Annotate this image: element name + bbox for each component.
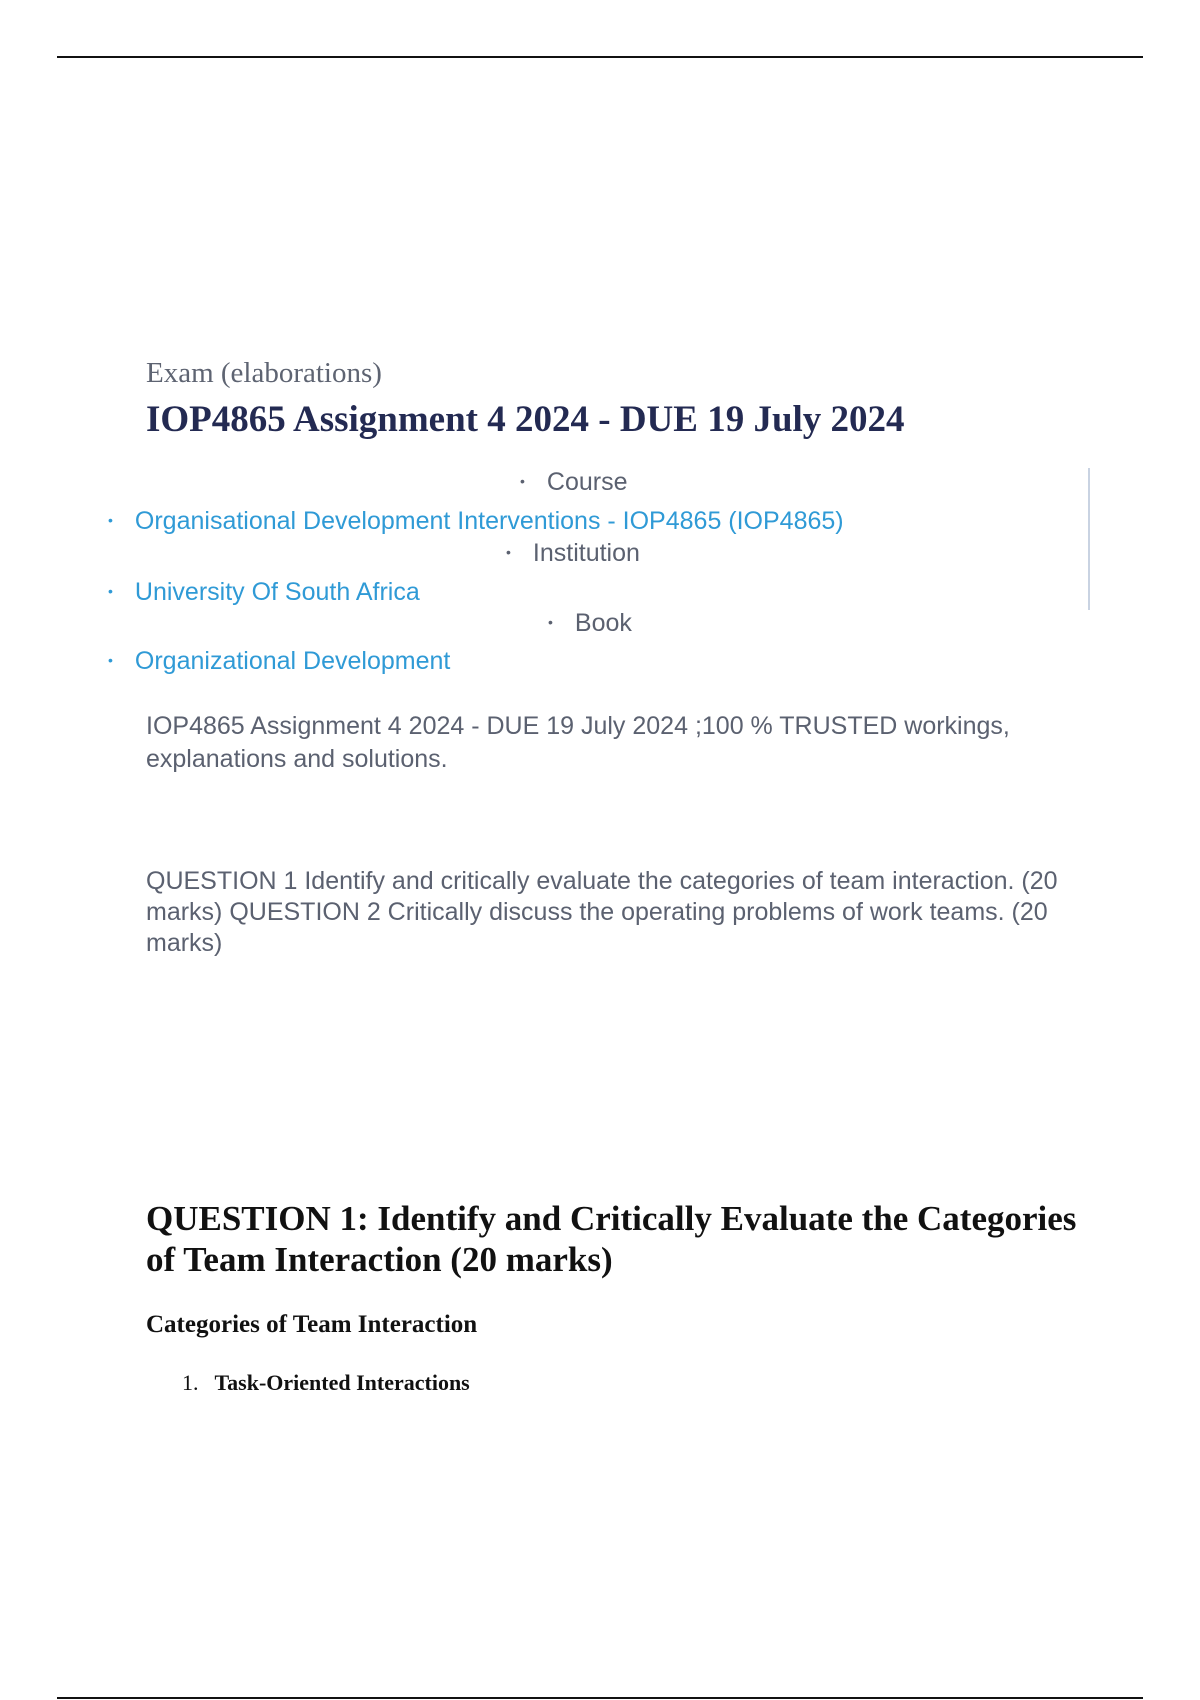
document-type: Exam (elaborations): [146, 357, 382, 389]
institution-link-text[interactable]: University Of South Africa: [134, 578, 420, 606]
list-item-text: Task-Oriented Interactions: [214, 1370, 470, 1395]
bullet-icon: •: [108, 512, 113, 528]
institution-link[interactable]: [108, 578, 420, 607]
document-title: IOP4865 Assignment 4 2024 - DUE 19 July 2024: [146, 399, 905, 440]
list-item: [182, 1370, 470, 1396]
question-1-heading: QUESTION 1: Identify and Critically Evaluate the Categories of Team Interaction (20 marks): [146, 1199, 1077, 1279]
document-summary: IOP4865 Assignment 4 2024 - DUE 19 July 2024 ;100 % TRUSTED workings, explanations and solutions.: [146, 712, 1010, 773]
bottom-rule: [57, 1697, 1143, 1699]
institution-label: [506, 539, 640, 568]
course-link-text[interactable]: Organisational Development Interventions - IOP4865 (IOP4865): [134, 507, 844, 535]
course-link[interactable]: [108, 507, 844, 536]
list-item-number: 1.: [182, 1370, 199, 1395]
bullet-icon: •: [108, 583, 113, 599]
book-label: [548, 609, 632, 638]
questions-text: QUESTION 1 Identify and critically evaluate the categories of team interaction. (20 marks) QUESTION 2 Critically discuss the operating problems of work teams. (20 marks): [146, 867, 1058, 957]
course-label-text: Course: [546, 468, 628, 496]
book-label-text: Book: [574, 609, 632, 637]
institution-label-text: Institution: [532, 539, 640, 567]
categories-subheading: Categories of Team Interaction: [146, 1311, 478, 1338]
bullet-icon: •: [506, 544, 511, 560]
bullet-icon: •: [548, 614, 553, 630]
top-rule: [57, 56, 1143, 58]
book-link-text[interactable]: Organizational Development: [134, 647, 451, 675]
course-label: [520, 468, 628, 497]
book-link[interactable]: [108, 647, 450, 676]
bullet-icon: •: [108, 652, 113, 668]
bullet-icon: •: [520, 473, 525, 489]
meta-divider-line: [1088, 468, 1090, 610]
